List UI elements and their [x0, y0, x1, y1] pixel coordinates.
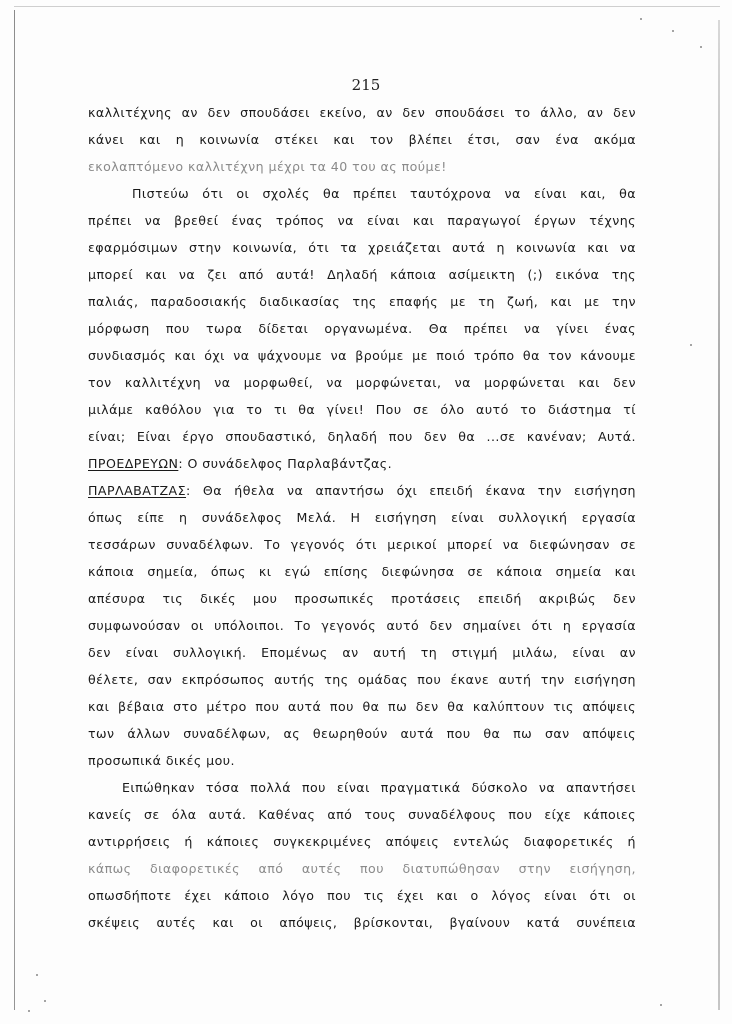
transcript-body: [88, 99, 636, 936]
scan-speck: [660, 1004, 662, 1006]
scan-speck: [44, 1000, 46, 1002]
text-line: πρέπει να βρεθεί ένας τρόπος να είναι και παραγωγοί έργων τέχνης: [88, 213, 636, 228]
speaker-line: ΠΡΟΕΔΡΕΥΩΝ: Ο συνάδελφος Παρλαβάντζας.: [88, 456, 393, 471]
text-line: των άλλων συναδέλφων, ας θεωρηθούν αυτά που θα πω σαν απόψεις: [88, 726, 636, 741]
speaker-name: ΠΡΟΕΔΡΕΥΩΝ: [88, 456, 179, 471]
text-line: παλιάς, παραδοσιακής διαδικασίας της επαφής με τη ζωή, και με την: [88, 294, 636, 309]
scan-speck: [690, 344, 692, 346]
page-number: 215: [351, 76, 381, 94]
text-line: τεσσάρων συναδέλφων. Το γεγονός ότι μερικοί μπορεί να διεφώνησαν σε: [88, 537, 636, 552]
scan-speck: [36, 974, 38, 976]
text-line: δεν είναι συλλογική. Επομένως αν αυτή τη στιγμή μιλάω, είναι αν: [88, 645, 636, 660]
text-line: οπωσδήποτε έχει κάποιο λόγο που τις έχει και ο λόγος είναι ότι οι: [88, 888, 636, 903]
text-line: κάπως διαφορετικές από αυτές που διατυπώθησαν στην εισήγηση,: [88, 861, 636, 876]
speaker-line: ΠΑΡΛΑΒΑΤΖΑΣ: Θα ήθελα να απαντήσω όχι επειδή έκανα την εισήγηση: [88, 483, 636, 498]
text-line: εκολαπτόμενο καλλιτέχνη μέχρι τα 40 του ας πούμε!: [88, 159, 447, 174]
text-line: συμφωνούσαν οι υπόλοιποι. Το γεγονός αυτό δεν σημαίνει ότι η εργασία: [88, 618, 636, 633]
text-line: θέλετε, σαν εκπρόσωπος αυτής της ομάδας που έκανε αυτή την εισήγηση: [88, 672, 636, 687]
scan-speck: [28, 1010, 30, 1012]
text-line: κάποια σημεία, όπως κι εγώ επίσης διεφώνησα σε κάποια σημεία και: [88, 564, 636, 579]
text-line: αντιρρήσεις ή κάποιες συγκεκριμένες απόψεις εντελώς διαφορετικές ή: [88, 834, 636, 849]
text-line: Ειπώθηκαν τόσα πολλά που είναι πραγματικά δύσκολο να απαντήσει: [122, 780, 636, 795]
text-line: συνδιασμός και όχι να ψάχνουμε να βρούμε με ποιό τρόπο θα τον κάνουμε: [88, 348, 636, 363]
speaker-name: ΠΑΡΛΑΒΑΤΖΑΣ: [88, 483, 187, 498]
text-line: και βέβαια στο μέτρο που αυτά που θα πω δεν θα καλύπτουν τις απόψεις: [88, 699, 636, 714]
text-line: όπως είπε η συνάδελφος Μελά. Η εισήγηση είναι συλλογική εργασία: [88, 510, 636, 525]
text-line: μιλάμε καθόλου για το τι θα γίνει! Που σε όλο αυτό το διάστημα τί: [88, 402, 636, 417]
scan-speck: [640, 18, 642, 20]
text-line: μόρφωση που τωρα δίδεται οργανωμένα. Θα πρέπει να γίνει ένας: [88, 321, 636, 336]
scan-edge-top: [14, 6, 720, 7]
text-line: κανείς σε όλα αυτά. Καθένας από τους συναδέλφους που είχε κάποιες: [88, 807, 636, 822]
scan-edge-left: [14, 10, 15, 1010]
text-line: απέσυρα τις δικές μου προσωπικές προτάσεις επειδή ακριβώς δεν: [88, 591, 636, 606]
text-line: εφαρμόσιμων στην κοινωνία, ότι τα χρειάζεται αυτά η κοινωνία και να: [88, 240, 636, 255]
text-line: προσωπικά δικές μου.: [88, 753, 235, 768]
scan-speck: [672, 30, 674, 32]
text-line: είναι; Είναι έργο σπουδαστικό, δηλαδή που δεν θα ...σε κανέναν; Αυτά.: [88, 429, 636, 444]
scan-edge-right: [718, 20, 720, 1010]
scan-speck: [700, 46, 702, 48]
text-line: καλλιτέχνης αν δεν σπουδάσει εκείνο, αν δεν σπουδάσει το άλλο, αν δεν: [88, 105, 636, 120]
text-line: σκέψεις αυτές και οι απόψεις, βρίσκονται, βγαίνουν κατά συνέπεια: [88, 915, 636, 930]
text-line: μπορεί και να ζει από αυτά! Δηλαδή κάποια ασίμεικτη (;) εικόνα της: [88, 267, 636, 282]
text-line: τον καλλιτέχνη να μορφωθεί, να μορφώνεται, να μορφώνεται και δεν: [88, 375, 636, 390]
text-line: Πιστεύω ότι οι σχολές θα πρέπει ταυτόχρονα να είναι και, θα: [132, 186, 636, 201]
text-line: κάνει και η κοινωνία στέκει και τον βλέπει έτσι, σαν ένα ακόμα: [88, 132, 636, 147]
